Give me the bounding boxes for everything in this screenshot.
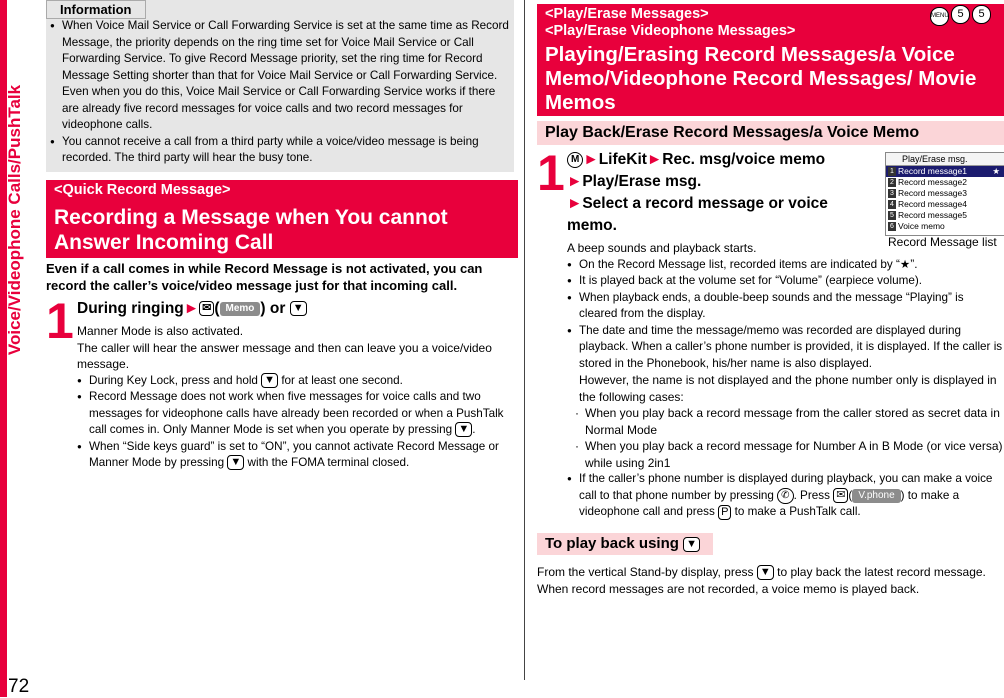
screen-row: 5 Record message5: [886, 210, 1004, 221]
play-back-section-bar: Play Back/Erase Record Messages/a Voice Memo: [537, 121, 1004, 145]
key-5-icon: 5: [972, 5, 991, 24]
quick-bullet: ● During Key Lock, press and hold ▼ for at least one second.: [77, 373, 513, 390]
arrow-icon: ►: [567, 195, 583, 212]
play-back-using-text: From the vertical Stand-by display, press ▼ to play back the latest record message. When record messages are not recorded, a voice memo is played back.: [537, 565, 986, 596]
side-tab-label: Voice/Videophone Calls/PushTalk: [5, 84, 24, 356]
quick-step-content: [77, 298, 513, 472]
screen-row: 6 Voice memo: [886, 221, 1004, 232]
memo-softkey: Memo: [220, 302, 261, 316]
side-down-key-icon: ▼: [261, 373, 278, 388]
side-tab: [0, 0, 30, 697]
record-message-list-screen: [885, 152, 1004, 236]
quick-step-title: During ringing► ✉ ( Memo ) or ▼: [77, 298, 513, 320]
side-down-key-icon: ▼: [757, 565, 774, 580]
menu-key-icon: MENU: [930, 7, 949, 26]
play-erase-subtitle-2: <Play/Erase Videophone Messages>: [545, 23, 796, 39]
step-number: 1: [46, 293, 74, 349]
page-number: 72: [8, 676, 30, 697]
pushtalk-key-icon: P: [718, 505, 731, 520]
quick-record-subtitle: <Quick Record Message>: [54, 182, 231, 198]
play-erase-title: Playing/Erasing Record Messages/a Voice Memo/Videophone Record Messages/ Movie Memos: [545, 43, 977, 114]
quick-record-intro: Even if a call comes in while Record Message is not activated, you can record the caller’s voice/video message just for that incoming call.: [46, 261, 483, 293]
quick-record-title: Recording a Message when You cannot Answer Incoming Call: [54, 206, 448, 254]
arrow-icon: ►: [183, 300, 200, 317]
info-bullet: ● When Voice Mail Service or Call Forwarding Service is set at the same time as Record Message, the priority depends on the ring time set for Voice Mail Service or Call Forwarding Service. To give Record Message priority, set the ring time for Record Message Setting shorter than that for Voice Mail Service or Call Forwarding Service. Even when you do this, Voice Mail Service or Call Forwarding Service works if there are already five record messages for voice calls and two record messages for videophone calls.: [50, 18, 510, 134]
call-key-icon: ✆: [777, 488, 793, 504]
side-down-key-icon: ▼: [227, 455, 244, 470]
info-bullet: ● You cannot receive a call from a third party while a voice/video message is being recorded. The third party will hear the busy tone.: [50, 134, 510, 167]
quick-bullet: ● When “Side keys guard” is set to “ON”, you cannot activate Record Message or Manner Mode by pressing ▼ with the FOMA terminal closed.: [77, 439, 513, 472]
screen-row: 3 Record message3: [886, 188, 1004, 199]
key-5-icon: 5: [951, 5, 970, 24]
vphone-softkey: V.phone: [852, 489, 900, 503]
side-down-key-icon: ▼: [455, 422, 472, 437]
arrow-icon: ►: [646, 151, 663, 168]
arrow-icon: ►: [583, 151, 599, 168]
screen-row: 2 Record message2: [886, 177, 1004, 188]
mail-key-icon: ✉: [833, 488, 848, 503]
quick-bullet: ● Record Message does not work when five messages for voice calls and two messages for videophone calls have already been recorded or when a PushTalk call comes in. Only Manner Mode is set when you operate by pressing ▼ .: [77, 389, 513, 439]
mail-key-icon: ✉: [199, 301, 214, 316]
side-down-key-icon: ▼: [683, 537, 700, 552]
side-down-key-icon: ▼: [290, 301, 307, 316]
quick-line1: Manner Mode is also activated.: [77, 324, 244, 338]
play-back-using-bar: To play back using ▼: [537, 533, 713, 555]
step-number: 1: [537, 145, 565, 201]
arrow-icon: ►: [567, 173, 583, 190]
play-step-title: M ►LifeKit►Rec. msg/voice memo ►Play/Erase msg. ►Select a record message or voice memo.: [567, 151, 828, 234]
screen-title: Play/Erase msg.: [886, 153, 1004, 166]
play-body: A beep sounds and playback starts. ● On the Record Message list, recorded items are indicated by “★”. ● It is played back at the volume set for “Volume” (earpiece volume). ● When playback ends, a double-beep sounds and the message “Playing” is cleared from the display. ● The date and time the message/memo was recorded are displayed during playback. When a caller’s phone number is provided, it is displayed. If the caller is stored in the Phonebook, his/her name is also displayed. However, the name is not displayed and the phone number only is displayed in the following cases: · When you play back a record message from the caller stored as secret data in Normal Mode · When you play back a record message for Number A in B Mode (or vice versa) while using 2in1 ● If the caller’s phone number is displayed during playback, you can make a voice call to that phone number by pressing ✆ . Press ✉ ( V.phone ) to make a videophone call and press P to make a PushTalk call.: [567, 240, 1003, 521]
quick-record-header: [46, 180, 518, 258]
column-divider: [524, 0, 525, 680]
quick-line2: The caller will hear the answer message and then can leave you a voice/video message.: [77, 340, 492, 371]
information-tag: Information: [46, 0, 146, 19]
menu-key-icon: M: [567, 152, 583, 168]
play-erase-subtitle-1: <Play/Erase Messages>: [545, 6, 709, 22]
screen-row: 1 Record message1 ★: [886, 166, 1004, 177]
star-icon: ★: [992, 166, 1000, 176]
shortcut-icons: [928, 4, 991, 26]
screen-caption: Record Message list: [888, 235, 997, 249]
information-text: [50, 18, 510, 167]
screen-row: 4 Record message4: [886, 199, 1004, 210]
